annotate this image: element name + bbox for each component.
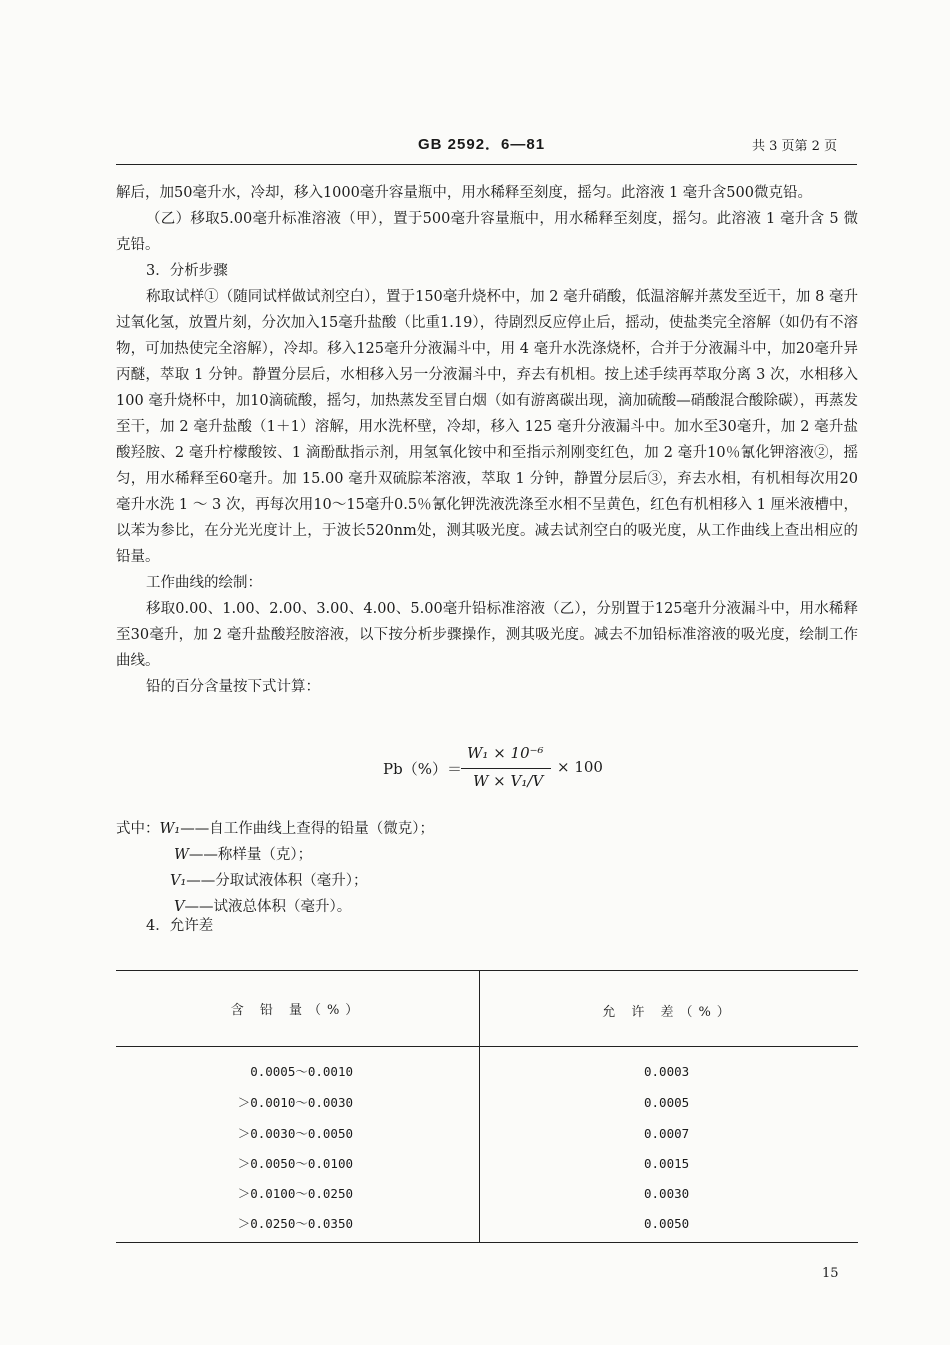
symbol-desc: ——试液总体积（毫升）。 bbox=[184, 899, 352, 915]
fraction-bar bbox=[461, 768, 551, 769]
symbol: W bbox=[174, 847, 189, 863]
formula-multiplier: × 100 bbox=[557, 758, 603, 776]
cell-lead-range: ＞0.0010～0.0030 bbox=[237, 1095, 353, 1110]
symbol: V bbox=[174, 899, 185, 915]
body-text bbox=[116, 180, 858, 700]
cell-tolerance: 0.0003 bbox=[644, 1064, 690, 1079]
table-row bbox=[116, 1154, 858, 1184]
paragraph-standard-solution-b: （乙）移取5.00毫升标准溶液（甲），置于500毫升容量瓶中，用水稀释至刻度，摇匀。此溶液 1 毫升含 5 微克铅。 bbox=[116, 211, 858, 253]
cell-tolerance: 0.0015 bbox=[644, 1156, 690, 1171]
lead-percent-formula bbox=[383, 744, 643, 814]
cell-tolerance: 0.0005 bbox=[644, 1095, 690, 1110]
symbol-desc: ——分取试液体积（毫升）； bbox=[186, 873, 368, 889]
symbol: V₁ bbox=[170, 873, 187, 889]
symbol-definitions bbox=[116, 816, 434, 920]
page-info: 共 3 页第 2 页 bbox=[752, 139, 838, 154]
cell-tolerance: 0.0050 bbox=[644, 1216, 690, 1231]
table-header-rule bbox=[116, 1046, 858, 1047]
symbol-desc: ——自工作曲线上查得的铅量（微克）； bbox=[180, 821, 434, 837]
definition-row bbox=[116, 816, 434, 842]
table-row bbox=[116, 1093, 858, 1123]
section-heading-analysis: 3．分析步骤 bbox=[146, 263, 228, 279]
symbol: W₁ bbox=[159, 821, 181, 837]
formula-numerator: W₁ × 10⁻⁶ bbox=[467, 744, 544, 762]
cell-lead-range: 0.0005～0.0010 bbox=[250, 1064, 353, 1079]
paragraph-analysis-procedure: 称取试样①（随同试样做试剂空白），置于150毫升烧杯中，加 2 毫升硝酸，低温溶解并蒸发至近干，加 8 毫升过氧化氢，放置片刻，分次加入15毫升盐酸（比重1.19），待剧烈反应停止后，摇动，使盐类完全溶解（如仍有不溶物，可加热使完全溶解），冷却。移入125毫升分液漏斗中，用 4 毫升水洗涤烧杯，合并于分液漏斗中，加20毫升异丙醚，萃取 1 分钟。静置分层后，水相移入另一分液漏斗中，弃去有机相。按上述手续再萃取分离 3 次，水相移入 100 毫升烧杯中，加10滴硫酸，摇匀，加热蒸发至冒白烟（如有游离碳出现，滴加硫酸—硝酸混合酸除碳），再蒸发至干，加 2 毫升盐酸（1＋1）溶解，用水洗杯壁，冷却，移入 125 毫升分液漏斗中。加水至30毫升，加 2 毫升盐酸羟胺、2 毫升柠檬酸铵、1 滴酚酞指示剂，用氢氧化铵中和至指示剂刚变红色，加 2 毫升10％氰化钾溶液②，摇匀，用水稀释至60毫升。加 15.00 毫升双硫腙苯溶液，萃取 1 分钟，静置分层后③，弃去水相，有机相每次用20毫升水洗 1 ～ 3 次，再每次用10～15毫升0.5％氰化钾洗液洗涤至水相不呈黄色，红色有机相移入 1 厘米液槽中，以苯为参比，在分光光度计上，于波长520nm处，测其吸光度。减去试剂空白的吸光度，从工作曲线上查出相应的铅量。 bbox=[116, 289, 858, 565]
table-row bbox=[116, 1214, 858, 1244]
table-row bbox=[116, 1184, 858, 1214]
cell-lead-range: ＞0.0250～0.0350 bbox=[237, 1216, 353, 1231]
cell-lead-range: ＞0.0100～0.0250 bbox=[237, 1186, 353, 1201]
header-rule bbox=[116, 164, 857, 165]
cell-tolerance: 0.0007 bbox=[644, 1126, 690, 1141]
cell-lead-range: ＞0.0030～0.0050 bbox=[237, 1126, 353, 1141]
subheading-working-curve: 工作曲线的绘制： bbox=[146, 575, 262, 591]
page-number: 15 bbox=[822, 1266, 839, 1281]
cell-lead-range: ＞0.0050～0.0100 bbox=[237, 1156, 353, 1171]
header-tolerance: 允 许 差（%） bbox=[602, 1005, 736, 1020]
standard-number: GB 2592．6—81 bbox=[418, 136, 546, 153]
paragraph-continuation: 解后，加50毫升水，冷却，移入1000毫升容量瓶中，用水稀释至刻度，摇匀。此溶液 1 毫升含500微克铅。 bbox=[116, 185, 812, 201]
formula-denominator: W × V₁/V bbox=[473, 772, 544, 790]
paragraph-calculation-intro: 铅的百分含量按下式计算： bbox=[146, 679, 320, 695]
table-row bbox=[116, 1062, 858, 1092]
definitions-intro: 式中： bbox=[116, 821, 160, 837]
section-heading-tolerance: 4．允许差 bbox=[146, 918, 214, 934]
header-lead-content: 含 铅 量（%） bbox=[230, 1003, 365, 1018]
table-bottom-rule bbox=[116, 1242, 858, 1243]
definition-row bbox=[116, 842, 434, 868]
table-row bbox=[116, 1124, 858, 1154]
paragraph-working-curve: 移取0.00、1.00、2.00、3.00、4.00、5.00毫升铅标准溶液（乙），分别置于125毫升分液漏斗中，用水稀释至30毫升，加 2 毫升盐酸羟胺溶液，以下按分析步骤操作，测其吸光度。减去不加铅标准溶液的吸光度，绘制工作曲线。 bbox=[116, 601, 858, 669]
cell-tolerance: 0.0030 bbox=[644, 1186, 690, 1201]
table-top-rule bbox=[116, 970, 858, 971]
definition-row bbox=[116, 868, 434, 894]
formula-lhs: Pb（%）＝ bbox=[383, 760, 462, 778]
symbol-desc: ——称样量（克）； bbox=[188, 847, 313, 863]
